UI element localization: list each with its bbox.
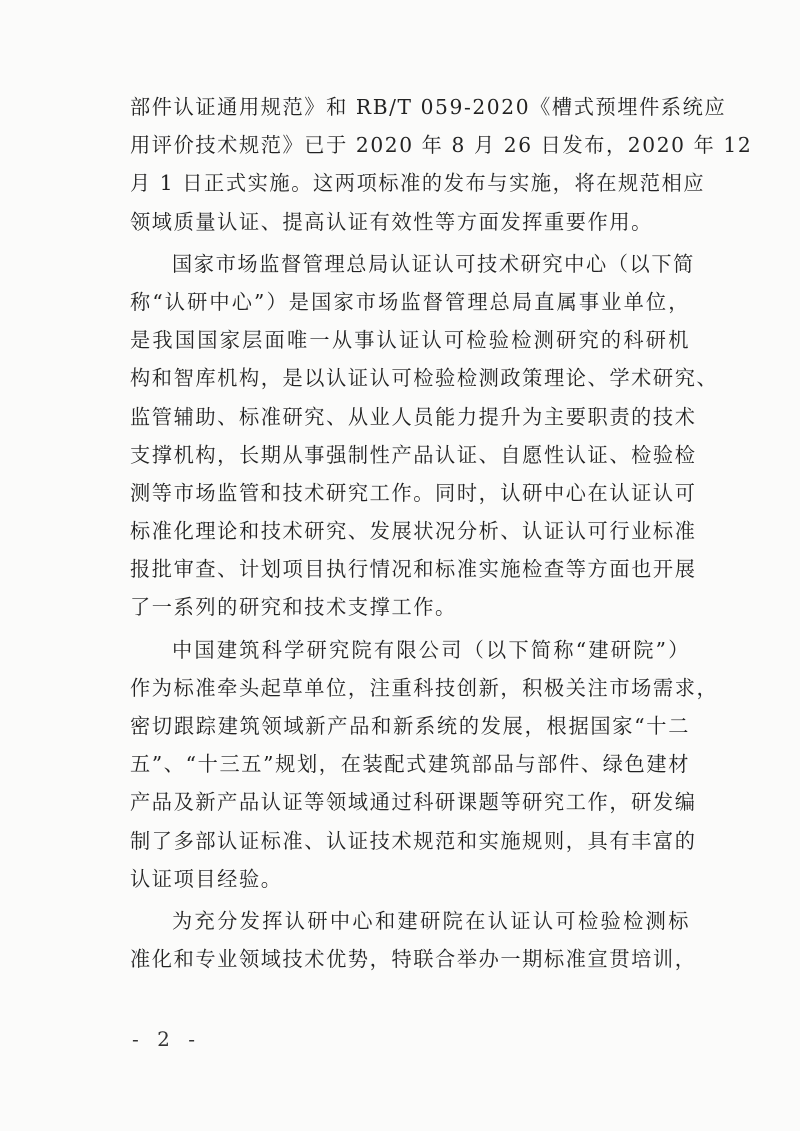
text-line: 支撑机构，长期从事强制性产品认证、自愿性认证、检验检 [130,442,697,467]
paragraph-1 [130,88,753,241]
text-line: 领域质量认证、提高认证有效性等方面发挥重要作用。 [130,209,653,234]
text-line: 称“认研中心”）是国家市场监督管理总局直属事业单位， [130,289,690,314]
text-line: 准化和专业领域技术优势，特联合举办一期标准宣贯培训， [130,947,697,972]
text-line: 构和智库机构，是以认证认可检验检测政策理论、学术研究、 [130,366,719,391]
text-line: 密切跟踪建筑领域新产品和新系统的发展，根据国家“十二 [130,714,690,738]
text-line: 国家市场监督管理总局认证认可技术研究中心（以下简 [172,251,695,276]
paragraph-2 [130,245,719,627]
text-line: 作为标准牵头起草单位，注重科技创新，积极关注市场需求， [130,675,719,700]
text-line: 产品及新产品认证等领域通过科研课题等研究工作，研发编 [130,790,697,815]
text-line: 标准化理论和技术研究、发展状况分析、认证认可行业标准 [130,519,697,544]
text-line: 为充分发挥认研中心和建研院在认证认可检验检测标 [172,908,690,933]
text-line: 是我国国家层面唯一从事认证认可检验检测研究的科研机 [130,328,690,353]
text-line: 部件认证通用规范》和 RB/T 059-2020《槽式预埋件系统应 [130,95,727,119]
body-text [130,88,753,978]
text-line: 测等市场监管和技术研究工作。同时，认研中心在认证认可 [130,480,697,505]
text-line: 报批审查、计划项目执行情况和标准实施检查等方面也开展 [130,557,697,582]
paragraph-4 [130,902,697,978]
text-line: 认证项目经验。 [130,866,283,891]
text-line: 中国建筑科学研究院有限公司（以下简称“建研院”） [172,637,690,662]
text-line: 五”、“十三五”规划，在装配式建筑部品与部件、绿色建材 [130,752,690,777]
text-line: 了一系列的研究和技术支撑工作。 [130,595,457,620]
page-number: - 2 - [132,1027,201,1051]
paragraph-3 [130,631,719,898]
text-line: 监管辅助、标准研究、从业人员能力提升为主要职责的技术 [130,404,697,429]
text-line: 制了多部认证标准、认证技术规范和实施规则，具有丰富的 [130,828,697,853]
text-line: 用评价技术规范》已于 2020 年 8 月 26 日发布，2020 年 12 [130,133,753,158]
text-line: 月 1 日正式实施。这两项标准的发布与实施，将在规范相应 [130,171,706,196]
